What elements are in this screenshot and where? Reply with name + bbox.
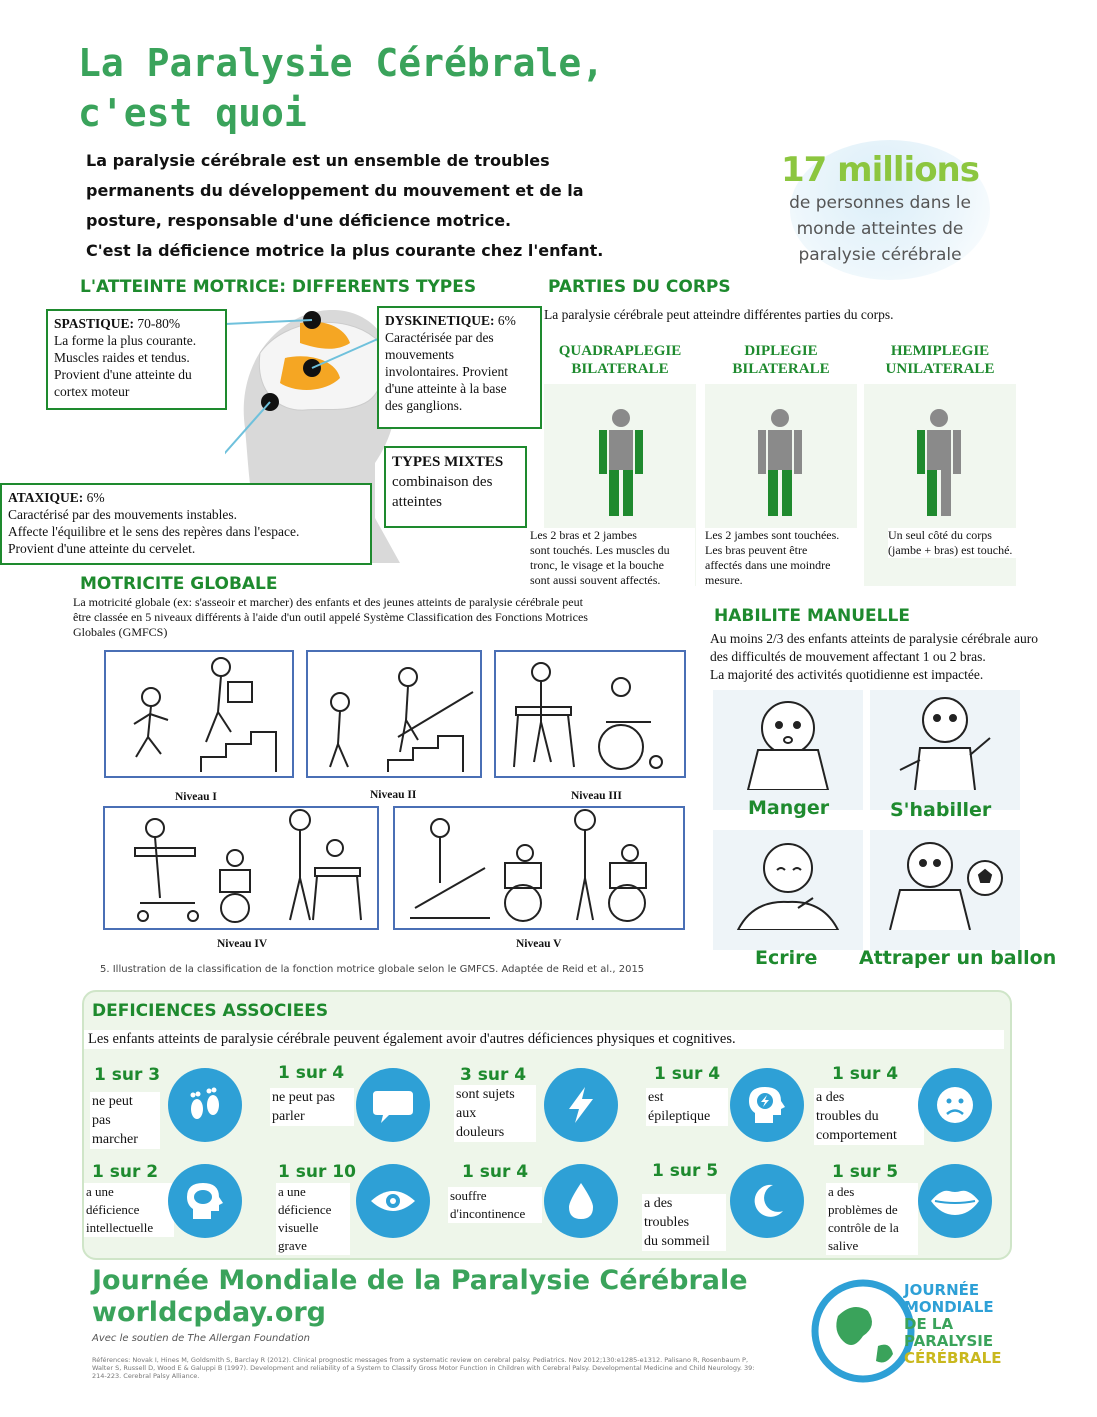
ataxique-pct: 6%: [86, 490, 105, 505]
intro-line: C'est la déficience motrice la plus courante chez l'enfant.: [86, 241, 604, 260]
activity-card-ballon: [870, 830, 1020, 950]
gmfcs-level-1-panel: [104, 650, 294, 778]
ataxique-line: Caractérisé par des mouvements instables.: [8, 507, 238, 522]
stat-desc-line: intellectuelle: [86, 1220, 154, 1235]
logo-line: PARALYSIE: [904, 1332, 994, 1350]
col-desc-line: Les bras peuvent être: [705, 543, 808, 557]
col-desc: [705, 528, 865, 588]
col-desc: [530, 528, 695, 588]
col-heading-line: QUADRAPLEGIE: [558, 343, 682, 359]
stat-desc: [270, 1088, 354, 1126]
motricite-text: [73, 595, 693, 640]
habilite-line: Au moins 2/3 des enfants atteints de paralysie cérébrale auro: [710, 631, 1039, 646]
stat-number: 1 sur 4: [832, 1064, 899, 1084]
col-heading: [864, 336, 1016, 384]
stat-desc-line: a une: [278, 1184, 306, 1199]
stat-desc-line: a des: [816, 1090, 845, 1105]
col-desc-line: Les 2 bras et 2 jambes: [530, 528, 637, 542]
walker-wheelchair-icon: [496, 652, 684, 776]
dyskinetique-title: DYSKINETIQUE:: [385, 313, 495, 328]
motricite-heading: MOTRICITE GLOBALE: [80, 574, 278, 594]
stat-desc-line: aux: [456, 1106, 477, 1121]
head-lightning-icon: [730, 1068, 804, 1142]
col-desc-line: sont aussi souvent affectés.: [530, 573, 661, 587]
activity-card-ecrire: [713, 830, 863, 950]
activity-label: Ecrire: [755, 947, 818, 969]
mixtes-title: TYPES MIXTES: [392, 454, 504, 470]
logo-line: DE LA: [904, 1315, 954, 1333]
col-heading-line: DIPLEGIE: [744, 343, 818, 359]
stat-desc-line: contrôle de la: [828, 1220, 899, 1235]
parties-subtitle: La paralysie cérébrale peut atteindre différentes parties du corps.: [544, 307, 894, 322]
stat-desc: [814, 1088, 924, 1145]
activity-card-manger: [713, 690, 863, 810]
gmfcs-level-label: Niveau V: [516, 938, 562, 950]
motricite-line: La motricité globale (ex: s'asseoir et marcher) des enfants et des jeunes atteints de paralysie cérébrale peut: [73, 595, 583, 609]
intro-text: [86, 146, 646, 266]
spastique-line: cortex moteur: [54, 384, 130, 399]
motricite-line: Globales (GMFCS): [73, 625, 168, 639]
gmfcs-level-label: Niveau II: [370, 789, 417, 801]
stat-desc: [90, 1092, 160, 1149]
millions-line: monde atteintes de: [796, 219, 964, 239]
spastique-line: Muscles raides et tendus.: [54, 350, 190, 365]
stat-number: 1 sur 5: [832, 1162, 899, 1182]
stat-number: 1 sur 4: [278, 1063, 345, 1083]
col-heading-line: BILATERALE: [732, 361, 830, 377]
eye-icon: [356, 1164, 430, 1238]
gmfcs-level-label: Niveau III: [571, 790, 622, 802]
millions-line: paralysie cérébrale: [798, 245, 962, 265]
col-desc-line: (jambe + bras) est touché.: [888, 543, 1013, 557]
logo-line: CÉRÉBRALE: [904, 1349, 1002, 1367]
stat-desc-line: grave: [278, 1238, 307, 1253]
speech-bubble-icon: [356, 1068, 430, 1142]
stat-desc-line: ne peut: [92, 1094, 133, 1109]
stat-desc-line: pas: [92, 1113, 111, 1128]
millions-stat: [770, 150, 990, 268]
stat-desc-line: a des: [828, 1184, 855, 1199]
stat-desc-line: comportement: [816, 1128, 897, 1143]
stat-desc-line: a une: [86, 1184, 114, 1199]
stat-desc-line: parler: [272, 1109, 305, 1124]
dyskinetique-line: d'une atteinte à la base: [385, 381, 507, 396]
body-figure: [594, 408, 648, 518]
col-heading-line: HEMIPLEGIE: [890, 343, 990, 359]
globe-icon: [808, 1276, 918, 1386]
spastique-pct: 70-80%: [137, 316, 181, 331]
stat-number: 1 sur 2: [92, 1162, 159, 1182]
stat-desc-line: a des: [644, 1196, 673, 1211]
atteinte-heading: L'ATTEINTE MOTRICE: DIFFERENTS TYPES: [80, 277, 477, 297]
stat-desc-line: salive: [828, 1238, 859, 1253]
habilite-heading: HABILITE MANUELLE: [714, 606, 910, 626]
millions-line: de personnes dans le: [789, 193, 971, 213]
title-line-1: La Paralysie Cérébrale,: [78, 41, 605, 85]
stat-desc-line: déficience: [278, 1202, 332, 1217]
dyskinetique-line: mouvements: [385, 347, 454, 362]
stat-desc-line: marcher: [92, 1132, 138, 1147]
stat-desc-line: d'incontinence: [450, 1206, 526, 1221]
mixtes-box: [384, 446, 527, 528]
gmfcs-level-4-panel: [103, 806, 379, 930]
deficiences-heading: DEFICIENCES ASSOCIEES: [92, 1001, 329, 1021]
stat-desc-line: déficience: [86, 1202, 140, 1217]
footer-references: Références: Novak I, Hines M, Goldsmith S, Barclay R (2012). Clinical prognostic messages from a systematic review on cerebral palsy. Pediatrics. Nov 2012;130:e1285-e1312. Palisano R, Rosenbaum P, Walter S, Russell D, Wood E & Galuppi B (1997). Development and reliability of a System to Classify Gross Motor Function in Children with Cerebral Palsy. Developmental Medicine and Child Neurology. 39: 214-223. Cerebral Palsy Alliance.: [92, 1356, 755, 1380]
body-col-diplegie: [705, 336, 857, 586]
footer-title: [92, 1265, 748, 1329]
col-desc-line: tronc, le visage et la bouche: [530, 558, 664, 572]
intro-line: permanents du développement du mouvement et de la: [86, 181, 584, 200]
stat-desc-line: troubles du: [816, 1109, 879, 1124]
stat-desc-line: souffre: [450, 1188, 487, 1203]
ataxique-line: Provient d'une atteinte du cervelet.: [8, 541, 196, 556]
habilite-line: La majorité des activités quotidienne est impactée.: [710, 667, 984, 682]
stat-desc-line: douleurs: [456, 1125, 505, 1140]
stat-number: 1 sur 5: [652, 1161, 719, 1181]
logo-line: MONDIALE: [904, 1298, 994, 1316]
activity-label: S'habiller: [890, 799, 992, 821]
activity-card-shabiller: [870, 690, 1020, 810]
intro-line: La paralysie cérébrale est un ensemble de troubles: [86, 151, 550, 170]
activity-label: Attraper un ballon: [859, 947, 1057, 969]
motricite-line: être classée en 5 niveaux différents à l'aide d'un outil appelé Système Classification des Fonctions Motrices: [73, 610, 588, 624]
stat-desc-line: est: [648, 1090, 664, 1105]
stat-desc-line: problèmes de: [828, 1202, 898, 1217]
habilite-line: des difficultés de mouvement affectant 1 ou 2 bras.: [710, 649, 986, 664]
body-col-quadraplegie: [530, 336, 696, 587]
page-title: [78, 38, 604, 138]
stat-desc: [448, 1187, 542, 1223]
millions-number: 17 millions: [781, 150, 979, 190]
col-heading-line: UNILATERALE: [885, 361, 995, 377]
ataxique-line: Affecte l'équilibre et le sens des repères dans l'espace.: [8, 524, 300, 539]
stat-desc-line: sont sujets: [456, 1087, 515, 1102]
gmfcs-caption: 5. Illustration de la classification de la fonction motrice globale selon le GMFCS. Adaptée de Reid et al., 2015: [100, 964, 645, 975]
stander-wheelchair-icon: [105, 808, 377, 928]
dyskinetique-box: [377, 306, 542, 429]
body-figure: [912, 408, 966, 518]
child-eating-icon: [713, 690, 863, 790]
col-desc-line: mesure.: [705, 573, 743, 587]
spastique-box: [46, 309, 227, 410]
stairs-child-icon: [308, 652, 480, 776]
footer-title-line: Journée Mondiale de la Paralysie Cérébrale: [92, 1265, 748, 1296]
stat-number: 1 sur 3: [94, 1065, 161, 1085]
dyskinetique-line: Caractérisée par des: [385, 330, 494, 345]
gmfcs-level-5-panel: [393, 806, 685, 930]
drop-icon: [544, 1164, 618, 1238]
spastique-line: La forme la plus courante.: [54, 333, 197, 348]
supported-wheelchair-icon: [395, 808, 683, 928]
col-desc-line: Un seul côté du corps: [888, 528, 992, 542]
ataxique-box: [0, 483, 372, 565]
brain-head-icon: [168, 1164, 242, 1238]
col-desc-line: sont touchés. Les muscles du: [530, 543, 670, 557]
child-dressing-icon: [870, 690, 1020, 790]
stat-number: 1 sur 10: [278, 1162, 356, 1182]
stat-desc-line: visuelle: [278, 1220, 319, 1235]
logo-line: JOURNÉE: [904, 1281, 980, 1299]
activity-label: Manger: [748, 797, 830, 819]
feet-icon: [168, 1068, 242, 1142]
habilite-text: [710, 630, 1097, 684]
title-line-2: c'est quoi: [78, 91, 307, 135]
stat-desc-line: du sommeil: [644, 1234, 710, 1249]
stat-desc-line: troubles: [644, 1215, 690, 1230]
stat-desc: [826, 1183, 918, 1255]
spastique-title: SPASTIQUE:: [54, 316, 135, 331]
stat-number: 1 sur 4: [654, 1064, 721, 1084]
stat-desc: [84, 1183, 174, 1237]
lips-icon: [918, 1164, 992, 1238]
col-desc: [888, 528, 1016, 558]
gmfcs-level-3-panel: [494, 650, 686, 778]
stat-desc: [646, 1088, 728, 1126]
lightning-icon: [544, 1068, 618, 1142]
col-heading-line: BILATERALE: [571, 361, 669, 377]
stat-desc: [276, 1183, 350, 1255]
gmfcs-level-2-panel: [306, 650, 482, 778]
gmfcs-level-label: Niveau I: [175, 791, 217, 803]
col-heading: [544, 336, 696, 384]
stat-desc-line: épileptique: [648, 1109, 711, 1124]
dyskinetique-line: involontaires. Provient: [385, 364, 508, 379]
stat-desc: [642, 1194, 726, 1251]
gmfcs-level-label: Niveau IV: [217, 938, 268, 950]
parties-heading: PARTIES DU CORPS: [548, 277, 731, 297]
mixtes-line: combinaison des: [392, 474, 493, 490]
spastique-line: Provient d'une atteinte du: [54, 367, 192, 382]
ataxique-title: ATAXIQUE:: [8, 490, 84, 505]
col-desc-line: Les 2 jambes sont touchées.: [705, 528, 840, 542]
deficiences-subtitle: Les enfants atteints de paralysie cérébrale peuvent également avoir d'autres déficiences physiques et cognitives.: [84, 1030, 1004, 1049]
intro-line: posture, responsable d'une déficience motrice.: [86, 211, 512, 230]
moon-icon: [730, 1164, 804, 1238]
stat-number: 1 sur 4: [462, 1162, 529, 1182]
child-ball-icon: [870, 830, 1020, 930]
col-desc-line: affectés dans une moindre: [705, 558, 831, 572]
stat-number: 3 sur 4: [460, 1065, 527, 1085]
footer-support: Avec le soutien de The Allergan Foundation: [92, 1333, 311, 1344]
deficiences-panel: [82, 990, 1012, 1260]
dyskinetique-pct: 6%: [497, 313, 516, 328]
col-heading: [705, 336, 857, 384]
stat-desc: [454, 1085, 536, 1142]
dyskinetique-line: des ganglions.: [385, 398, 463, 413]
walking-child-icon: [106, 652, 292, 776]
stat-desc-line: ne peut pas: [272, 1090, 335, 1105]
world-cp-day-logo: [808, 1270, 1018, 1390]
body-col-hemiplegie: [864, 336, 1016, 586]
sad-face-icon: [918, 1068, 992, 1142]
child-writing-icon: [713, 830, 863, 930]
body-figure: [753, 408, 807, 518]
mixtes-line: atteintes: [392, 494, 442, 510]
footer-website-link[interactable]: worldcpday.org: [92, 1297, 327, 1328]
